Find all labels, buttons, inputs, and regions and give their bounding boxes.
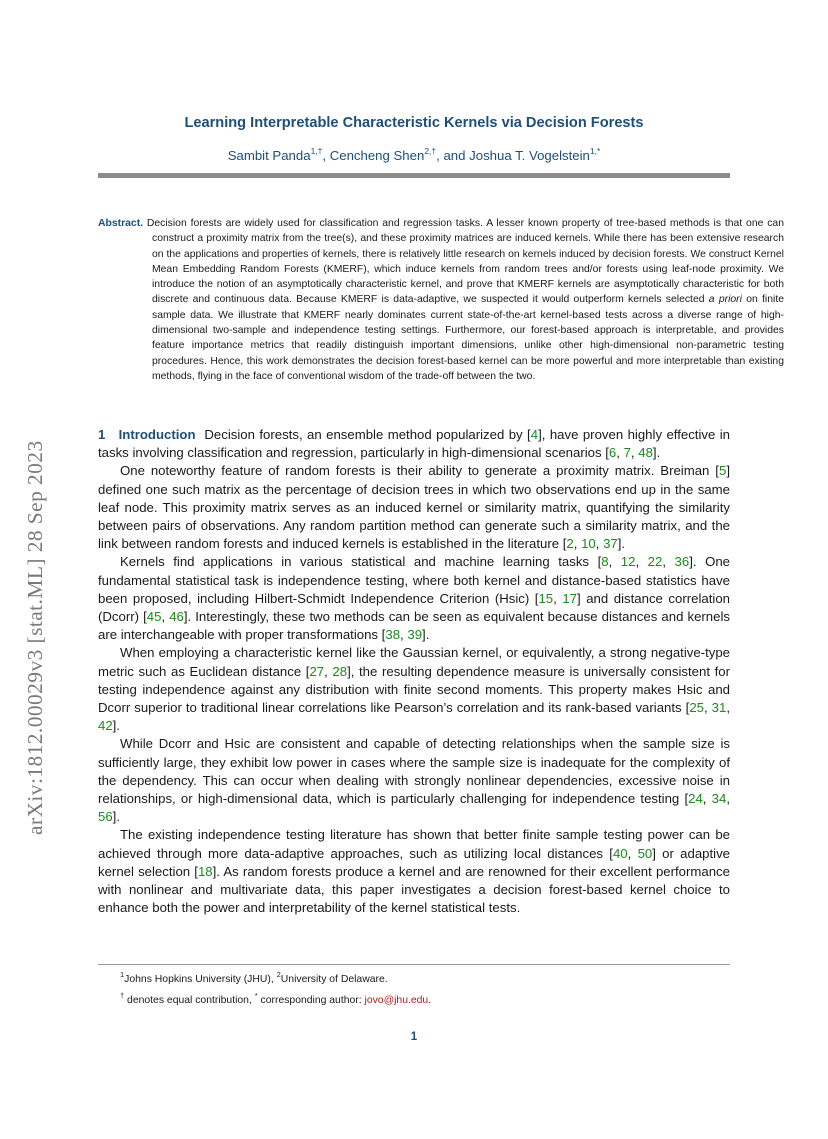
abstract-text: on finite sample data. We illustrate that KMERF nearly dominates current state-of-the-art kernel-based tests across a diverse range of high-dimensional two-sample and independence testing settings. Furthermore, our forest-based approach is interpretable, and provides feature importance metrics that readily distinguish important dimensions, unlike other high-dimensional non-parametric testing procedures. Hence, this work demonstrates the decision forest-based kernel can be more powerful and more interpretable than existing methods, flying in the face of conventional wisdom of the trade-off between the two. — [152, 294, 784, 382]
citation-link[interactable]: 18 — [197, 863, 213, 879]
citation-link[interactable]: 15 — [538, 590, 554, 606]
title-divider — [98, 173, 730, 178]
paragraph-text-run: , — [608, 554, 621, 570]
citation-link[interactable]: 40 — [612, 845, 628, 861]
paragraph-text-run: ]. As random forests produce a kernel and are renowned for their excellent performance with nonlinear and multivariate data, this paper investigates a decision forest-based kernel choice to enhance both the power and interpretability of the kernel statistical tests. — [98, 863, 730, 916]
paragraph-text-run: , — [726, 791, 731, 807]
paragraph-text-run: , — [703, 700, 712, 716]
paragraph-text — [98, 736, 730, 824]
citation-link[interactable]: 4 — [530, 427, 539, 442]
citation-link[interactable]: 56 — [98, 809, 113, 825]
author-name: Cencheng Shen — [329, 148, 425, 163]
citation-link[interactable]: 39 — [407, 627, 423, 643]
paragraph — [98, 644, 730, 735]
author-name: Joshua T. Vogelstein — [469, 148, 590, 163]
footnote-text: corresponding author: — [257, 995, 365, 1006]
paragraph-text-run: ], have proven highly effective in tasks involving classification and regression, particularly in high-dimensional scenarios [ — [98, 427, 731, 461]
paragraph-text-run: While Dcorr and Hsic are consistent and capable of detecting relationships when the sample size is sufficiently large, they exhibit low power in cases where the sample size is inadequate for the complexity of the dependency. This can occur when dealing with strongly nonlinear dependencies, excessive noise in relationships, or high-dimensional data, which is particularly challenging for independence testing [ — [98, 736, 730, 807]
paragraph-text-run: , — [702, 791, 712, 807]
paragraph-text-run: , — [630, 445, 639, 461]
citation-link[interactable]: 7 — [623, 445, 631, 461]
paragraph-text-run: When employing a characteristic kernel like the Gaussian kernel, or equivalently, a strong negative-type metric such as Euclidean distance [ — [98, 645, 730, 679]
paragraph-text-run: ] and distance correlation (Dcorr) [ — [98, 590, 730, 625]
paragraph-text-run: ]. Interestingly, these two methods can be seen as equivalent because distances and kernels are interchangeable with proper transformations [ — [98, 609, 730, 643]
paragraph — [98, 426, 730, 462]
paragraph-text-run: , — [595, 536, 604, 552]
citation-link[interactable]: 6 — [608, 445, 617, 461]
citation-link[interactable]: 46 — [169, 609, 184, 625]
paragraph-text-run: , — [726, 700, 730, 716]
paragraph-text-run: , — [324, 663, 333, 679]
citation-link[interactable]: 5 — [718, 463, 727, 479]
abstract — [98, 216, 784, 384]
paragraph-text-run: ]. — [617, 536, 626, 552]
footnote-text: denotes equal contribution, — [124, 995, 255, 1006]
paragraph-text-run: , — [161, 609, 170, 625]
paragraph — [98, 826, 730, 917]
section-number: 1 — [98, 427, 106, 442]
paragraph-text-run: , — [616, 445, 624, 461]
citation-link[interactable]: 24 — [688, 791, 703, 807]
citation-link[interactable]: 34 — [711, 791, 727, 807]
paragraph-text — [98, 554, 730, 642]
paragraph-text — [98, 645, 730, 733]
paragraph-text-run: , — [662, 554, 675, 570]
email-link[interactable]: jovo@jhu.edu — [364, 995, 429, 1006]
citation-link[interactable]: 17 — [562, 590, 578, 606]
abstract-text: Decision forests are widely used for classification and regression tasks. A lesser known property of tree-based methods is that one can construct a proximity matrix from the tree(s), and these proximity matrices are induced kernels. While there has been extensive research on the applications and properties of kernels, there is relatively little research on kernels induced by decision forests. We construct Kernel Mean Embedding Random Forests (KMERF), which induce kernels from random trees and/or forests using leaf-node proximity. We introduce the notion of an asymptotically characteristic kernel, and prove that KMERF kernels are asymptotically characteristic for both discrete and continuous data. Because KMERF is data-adaptive, we suspected it would outperform kernels selected — [146, 218, 784, 306]
affiliation-text: Johns Hopkins University (JHU), — [124, 974, 277, 985]
citation-link[interactable]: 48 — [638, 445, 653, 461]
footnote-mark: 1 — [120, 970, 125, 979]
citation-link[interactable]: 36 — [674, 554, 690, 570]
footnote-mark: 2 — [276, 970, 281, 979]
paragraph — [98, 462, 730, 553]
citation-link[interactable]: 12 — [620, 554, 636, 570]
paragraph-text-run: Decision forests, an ensemble method popularized by [ — [204, 427, 531, 442]
footnotes — [120, 967, 431, 1009]
paragraph — [98, 553, 730, 644]
paragraph-text-run: ]. — [112, 718, 120, 734]
footnote-affiliations — [120, 967, 431, 988]
paragraph-text-run: Kernels find applications in various statistical and machine learning tasks [ — [120, 554, 602, 570]
affiliation-text: University of Delaware. — [280, 974, 388, 985]
paragraph-text-run: , — [400, 627, 408, 643]
citation-link[interactable]: 50 — [637, 845, 653, 861]
citation-link[interactable]: 8 — [601, 554, 609, 570]
section-title: Introduction — [118, 427, 196, 442]
paragraph-text-run: One noteworthy feature of random forests is their ability to generate a proximity matrix. Breiman [ — [120, 463, 719, 479]
paragraph — [98, 735, 730, 826]
citation-link[interactable]: 2 — [566, 536, 574, 552]
paragraph-text-run: ]. — [422, 627, 430, 643]
paragraph-text-run: ], the resulting dependence measure is universally consistent for testing independence against any distribution with finite second moments. This property makes Hsic and Dcorr superior to traditional linear correlations like Pearson’s correlation and its rank-based variants [ — [98, 663, 730, 716]
citation-link[interactable]: 10 — [581, 536, 596, 552]
introduction-body — [98, 426, 730, 917]
abstract-label: Abstract. — [98, 218, 144, 229]
footnote-divider — [98, 964, 730, 965]
paragraph-text — [98, 827, 730, 915]
citation-link[interactable]: 22 — [647, 554, 663, 570]
paragraph-text-run: ]. One fundamental statistical task is independence testing, where both kernel and distance-based statistics have been proposed, including Hilbert-Schmidt Independence Criterion (Hsic) [ — [98, 554, 730, 606]
citation-link[interactable]: 45 — [146, 609, 162, 625]
footnote-text: . — [428, 995, 432, 1006]
arxiv-identifier-stamp: arXiv:1812.00029v3 [stat.ML] 28 Sep 2023 — [23, 440, 47, 835]
paragraph-text-run: , — [627, 845, 638, 861]
paragraph-text-run: ] defined one such matrix as the percentage of decision trees in which two observations end up in the same leaf node. This proximity matrix serves as an induced kernel or similarity matrix, quantifying the similarity between pairs of observations. Any random partition method can generate such a similarity matrix, and the link between random forests and induced kernels is established in the literature [ — [98, 463, 730, 552]
citation-link[interactable]: 27 — [309, 663, 325, 679]
author-affiliation-mark: 2,† — [424, 146, 437, 156]
abstract-emphasis: a priori — [708, 294, 742, 306]
footnote-mark: † — [120, 991, 125, 1000]
paper-title: Learning Interpretable Characteristic Kernels via Decision Forests — [184, 115, 644, 131]
citation-link[interactable]: 42 — [98, 718, 113, 734]
citation-link[interactable]: 28 — [332, 663, 348, 679]
footnote-contribution — [120, 988, 431, 1009]
citation-link[interactable]: 31 — [711, 700, 727, 716]
page-number: 1 — [410, 1031, 418, 1043]
paragraph-text-run: ]. — [652, 445, 661, 461]
citation-link[interactable]: 37 — [603, 536, 618, 552]
citation-link[interactable]: 38 — [385, 627, 401, 643]
paragraph-text-run: , — [573, 536, 582, 552]
author-name: Sambit Panda — [227, 148, 311, 163]
citation-link[interactable]: 25 — [689, 700, 704, 716]
paragraph-text — [98, 463, 730, 551]
footnote-mark: * — [254, 991, 258, 1000]
paragraph-text-run: , — [553, 590, 563, 606]
paragraph-text-run: ]. — [112, 809, 120, 825]
author-list: Sambit Panda$^{1,\dagger}$, Cencheng Shen$^{2,\dagger}$, and Joshua T. Vogelstein$^{1,*}$ — [227, 146, 601, 163]
paragraph-text-run: , — [635, 554, 648, 570]
author-affiliation-mark: 1,† — [310, 146, 323, 156]
paragraph-text-run: ] or adaptive kernel selection [ — [98, 845, 731, 879]
author-affiliation-mark: 1,* — [589, 146, 601, 156]
paragraph-text-run: The existing independence testing literature has shown that better finite sample testing power can be achieved through more data-adaptive approaches, such as utilizing local distances [ — [98, 827, 730, 861]
